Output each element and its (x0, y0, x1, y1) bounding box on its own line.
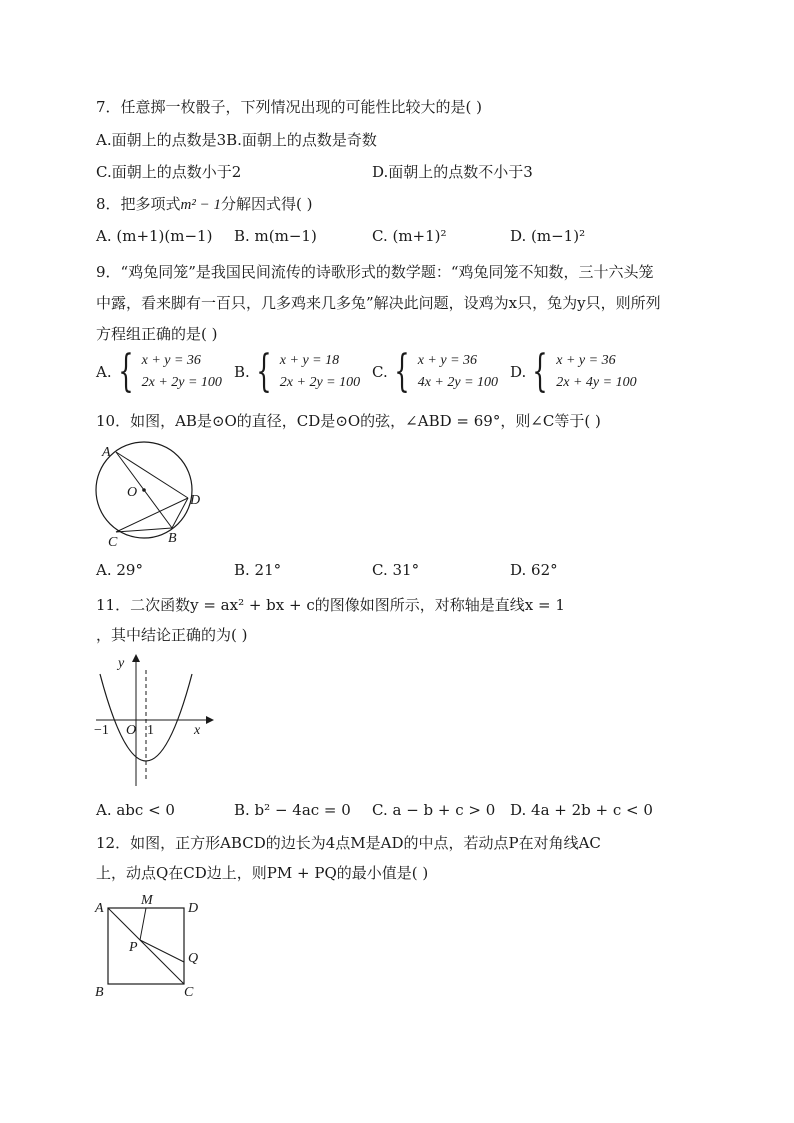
q9-option-b-label: B. (234, 363, 250, 381)
q10-option-c: C. 31° (372, 561, 420, 579)
q9-option-b-eq1: x + y = 18 (279, 353, 340, 368)
q12-stem-line1: 12．如图，正方形ABCD的边长为4点M是AD的中点，若动点P在对角线AC (96, 834, 601, 852)
label-d: D (190, 493, 201, 508)
q8-option-d: D. (m−1)² (510, 227, 586, 245)
label-x: x (194, 723, 201, 738)
diagonal-ac (108, 908, 184, 984)
q9-option-a-eq2: 2x + 2y = 100 (141, 375, 222, 390)
label-c: C (184, 985, 194, 1000)
q8-option-a: A. (m+1)(m−1) (96, 227, 213, 245)
label-neg-one: −1 (94, 723, 109, 738)
label-c: C (108, 535, 118, 550)
label-origin: O (126, 723, 137, 738)
center-point (142, 488, 146, 492)
q7-stem: 7．任意掷一枚骰子，下列情况出现的可能性比较大的是( ) (96, 98, 483, 116)
q9-option-c-label: C. (372, 363, 388, 381)
q11-option-c: C. a − b + c > 0 (372, 801, 496, 819)
q9-option-a (96, 346, 222, 397)
label-p: P (129, 940, 138, 955)
q9-option-b-eq2: 2x + 2y = 100 (279, 375, 361, 390)
q9-option-d (510, 346, 637, 397)
left-brace-icon: { (532, 346, 548, 397)
q10-option-b: B. 21° (234, 561, 282, 579)
q8-stem (96, 193, 312, 214)
q11-option-b: B. b² − 4ac = 0 (234, 801, 351, 819)
y-axis-arrow-icon (132, 654, 140, 662)
x-axis-arrow-icon (206, 716, 214, 724)
parabola-graph (90, 650, 214, 790)
label-a: A (102, 445, 111, 460)
q11-stem-line2: ，其中结论正确的为( ) (96, 626, 248, 644)
q9-option-d-label: D. (510, 363, 527, 381)
label-q: Q (188, 951, 199, 966)
q7-option-ab: A.面朝上的点数是3B.面朝上的点数是奇数 (96, 131, 377, 149)
q10-stem: 10．如图，AB是⊙O的直径，CD是⊙O的弦，∠ABD = 69°，则∠C等于( ) (96, 412, 601, 430)
segment-pm (140, 908, 146, 940)
q8-option-b: B. m(m−1) (234, 227, 317, 245)
q9-stem-line2: 中露，看来脚有一百只，几多鸡来几多兔”解决此问题，设鸡为x只，兔为y只，则所列 (96, 294, 661, 312)
q9-option-b (234, 346, 361, 397)
label-m: M (141, 893, 153, 908)
q11-stem-line1: 11．二次函数y = ax² + bx + c的图像如图所示，对称轴是直线x = 1 (96, 596, 565, 614)
q9-option-c-eq2: 4x + 2y = 100 (417, 375, 499, 390)
label-a: A (95, 901, 104, 916)
label-d: D (188, 901, 199, 916)
left-brace-icon: { (256, 346, 272, 397)
q8-stem-pre: 8．把多项式 (96, 195, 181, 213)
q7-option-c: C.面朝上的点数小于2 (96, 163, 242, 181)
chord-cd (116, 498, 188, 532)
q9-option-c (372, 346, 499, 397)
q9-option-c-eq1: x + y = 36 (417, 353, 478, 368)
q9-stem-line1: 9．“鸡兔同笼”是我国民间流传的诗歌形式的数学题：“鸡兔同笼不知数，三十六头笼 (96, 263, 654, 281)
q12-stem-line2: 上，动点Q在CD边上，则PM + PQ的最小值是( ) (96, 864, 429, 882)
q9-option-d-eq1: x + y = 36 (556, 353, 616, 368)
label-o: O (127, 485, 138, 500)
q10-option-a: A. 29° (96, 561, 143, 579)
square-diagram (90, 890, 214, 1002)
q9-option-d-eq2: 2x + 4y = 100 (556, 375, 637, 390)
label-b: B (95, 985, 104, 1000)
circle-diagram (90, 436, 220, 552)
q10-option-d: D. 62° (510, 561, 558, 579)
q9-option-a-label: A. (96, 363, 112, 381)
q8-option-c: C. (m+1)² (372, 227, 447, 245)
label-y: y (118, 656, 125, 671)
q11-option-d: D. 4a + 2b + c < 0 (510, 801, 653, 819)
label-b: B (168, 531, 177, 546)
chord-cb (116, 528, 172, 532)
q9-stem-line3: 方程组正确的是( ) (96, 325, 218, 343)
label-one: 1 (147, 723, 154, 738)
segment-pq (140, 940, 184, 962)
q7-option-d: D.面朝上的点数不小于3 (372, 163, 533, 181)
left-brace-icon: { (117, 346, 134, 397)
q8-stem-post: 分解因式得( ) (221, 195, 313, 213)
left-brace-icon: { (394, 346, 410, 397)
q8-expression: m² − 1 (180, 197, 221, 213)
q9-option-a-eq1: x + y = 36 (141, 353, 201, 368)
q11-option-a: A. abc < 0 (96, 801, 175, 819)
